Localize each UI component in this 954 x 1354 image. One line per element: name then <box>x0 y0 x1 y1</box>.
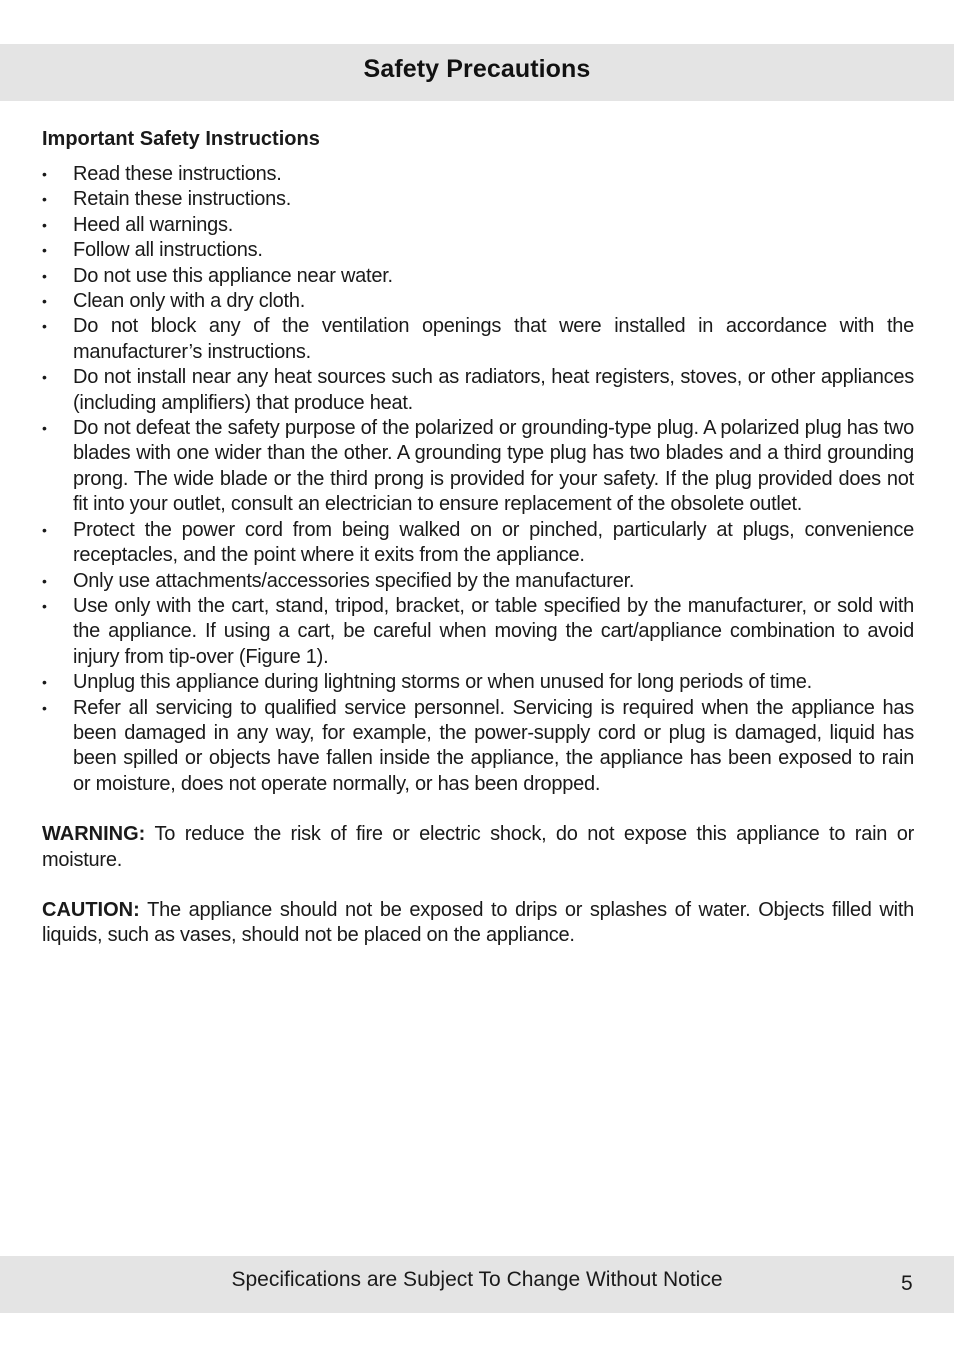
list-item-text: Heed all warnings. <box>73 213 234 236</box>
list-item <box>42 365 914 416</box>
list-item <box>42 594 914 670</box>
warning-text: To reduce the risk of fire or electric shock, do not expose this appliance to rain or moisture. <box>42 823 914 871</box>
list-item <box>42 314 914 365</box>
footer-notice: Specifications are Subject To Change Without Notice <box>231 1268 723 1291</box>
list-item-text: Refer all servicing to qualified service personnel. Servicing is required when the appliance has been damaged in any way, for example, the power-supply cord or plug is damaged, liquid has been spilled or objects have fallen inside the appliance, the appliance has been exposed to rain or moisture, does not operate normally, or has been dropped. <box>73 696 914 795</box>
bullet-icon: • <box>42 293 47 310</box>
bullet-icon: • <box>42 242 47 259</box>
bullet-icon: • <box>42 521 47 538</box>
bullet-icon: • <box>42 166 47 182</box>
caution-notice <box>42 898 914 949</box>
bullet-icon: • <box>42 420 47 437</box>
bullet-icon: • <box>42 318 47 335</box>
list-item <box>42 238 914 263</box>
list-item-text: Read these instructions. <box>73 163 282 185</box>
caution-text: The appliance should not be exposed to drips or splashes of water. Objects filled with liquids, such as vases, should not be placed on the appliance. <box>42 898 914 947</box>
list-item <box>42 162 914 187</box>
list-item <box>42 187 914 212</box>
list-item <box>42 518 914 569</box>
list-item-text: Do not install near any heat sources such as radiators, heat registers, stoves, or other appliances (including amplifiers) that produce heat. <box>73 366 914 414</box>
warning-label: WARNING: <box>42 823 146 846</box>
page-number: 5 <box>901 1272 913 1295</box>
bullet-icon: • <box>42 674 47 691</box>
list-item <box>42 696 914 798</box>
list-item-text: Do not block any of the ventilation openings that were installed in accordance with the manufacturer’s instructions. <box>73 315 914 363</box>
section-heading: Important Safety Instructions <box>42 128 320 150</box>
list-item-text: Use only with the cart, stand, tripod, bracket, or table specified by the manufacturer, or sold with the appliance. If using a cart, be careful when moving the cart/appliance combination to avoid injury from tip-over (Figure 1). <box>73 594 914 668</box>
list-item-text: Follow all instructions. <box>73 239 263 262</box>
bullet-icon: • <box>42 572 47 589</box>
list-item <box>42 289 914 314</box>
list-item-text: Do not defeat the safety purpose of the polarized or grounding-type plug. A polarized plug has two blades with one wider than the other. A grounding type plug has two blades and a third grounding prong. The wide blade or the third prong is provided for your safety. If the plug provided does not fit into your outlet, consult an electrician to ensure replacement of the obsolete outlet. <box>73 417 914 516</box>
footer-band <box>0 1256 954 1313</box>
bullet-icon: • <box>42 699 47 716</box>
header-band <box>0 44 954 101</box>
safety-instructions-list <box>42 162 914 797</box>
page-title: Safety Precautions <box>363 55 591 83</box>
list-item <box>42 264 914 289</box>
list-item <box>42 670 914 695</box>
bullet-icon: • <box>42 191 47 208</box>
list-item-text: Unplug this appliance during lightning storms or when unused for long periods of time. <box>73 671 812 694</box>
list-item-text: Protect the power cord from being walked on or pinched, particularly at plugs, convenience receptacles, and the point where it exits from the appliance. <box>73 518 914 567</box>
list-item <box>42 213 914 238</box>
bullet-icon: • <box>42 267 47 284</box>
bullet-icon: • <box>42 597 47 614</box>
bullet-icon: • <box>42 216 47 233</box>
warning-notice <box>42 822 914 873</box>
document-body <box>42 125 914 949</box>
list-item-text: Clean only with a dry cloth. <box>73 290 306 313</box>
list-item <box>42 569 914 594</box>
bullet-icon: • <box>42 369 47 386</box>
list-item-text: Retain these instructions. <box>73 188 292 211</box>
list-item-text: Do not use this appliance near water. <box>73 264 393 287</box>
list-item-text: Only use attachments/accessories specified by the manufacturer. <box>73 569 635 592</box>
list-item <box>42 416 914 518</box>
caution-label: CAUTION: <box>42 898 140 921</box>
